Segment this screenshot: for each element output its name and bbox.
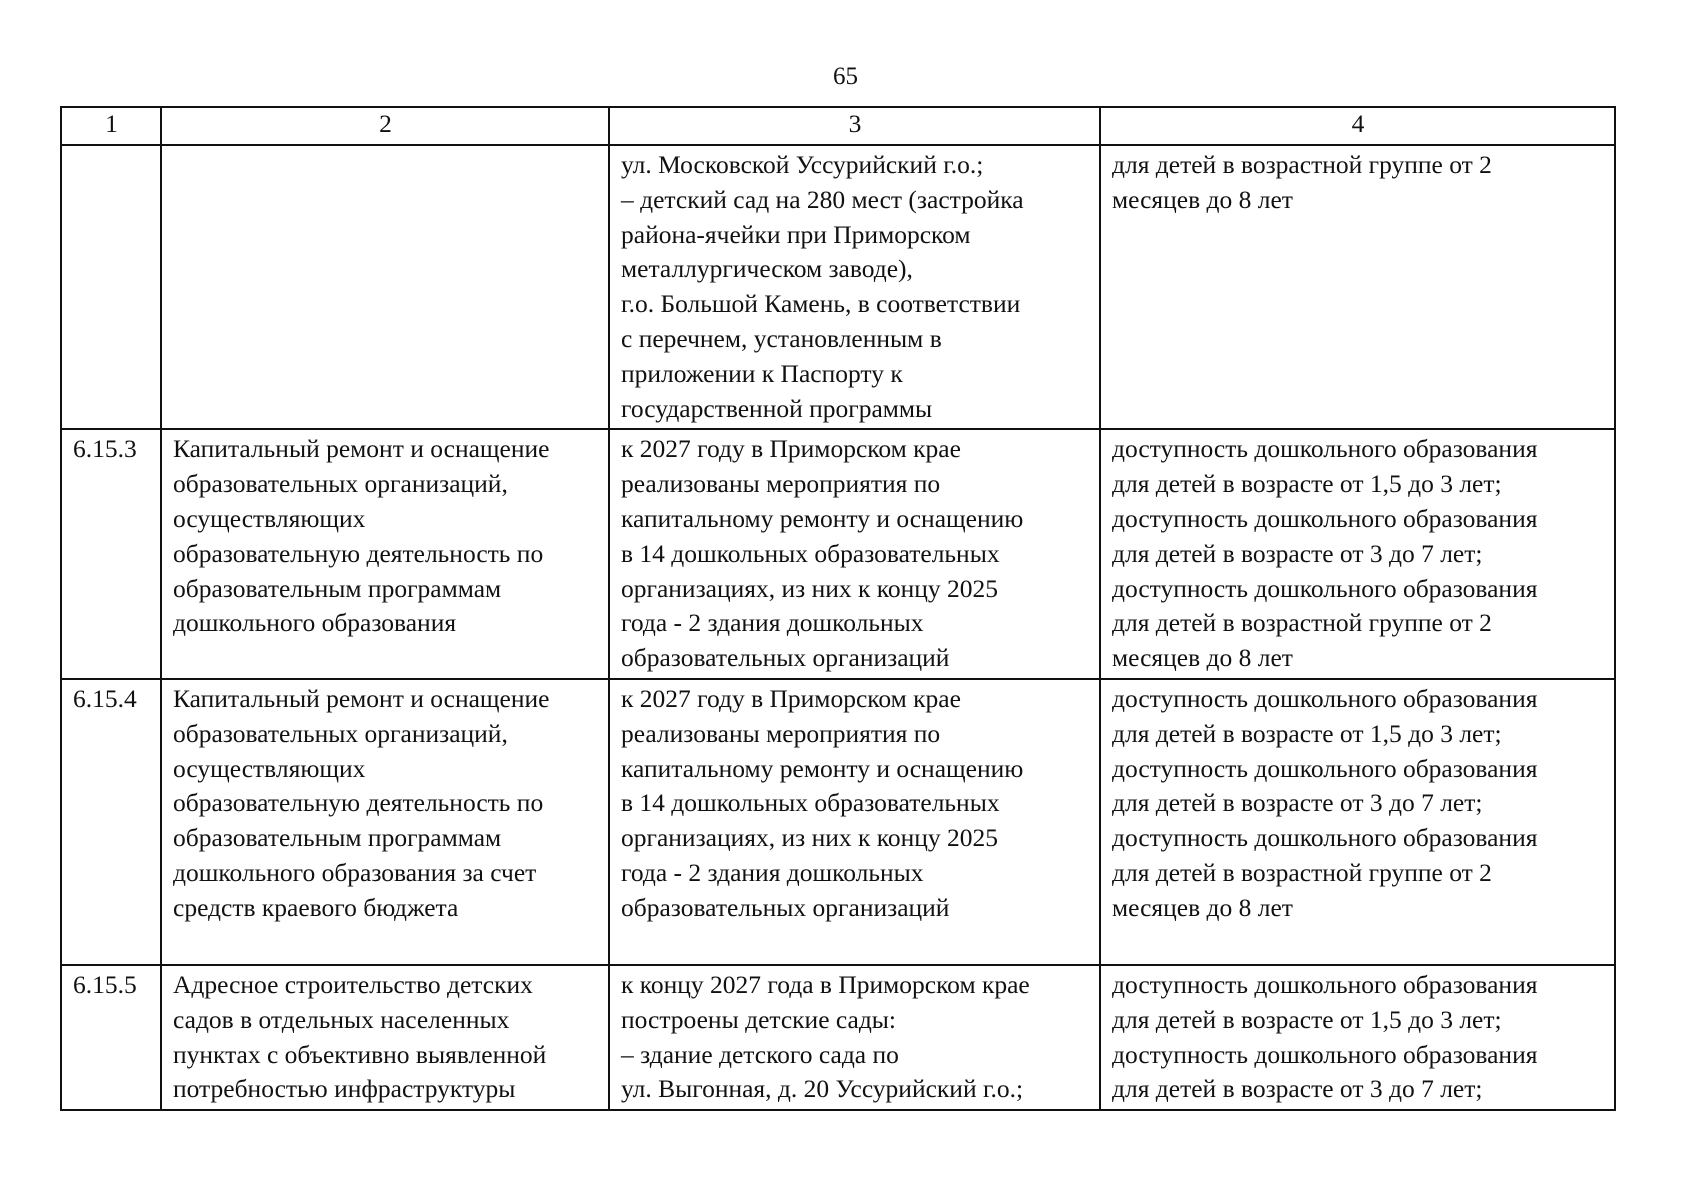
result-description-cell (609, 965, 1100, 1110)
cell-text-line: района-ячейки при Приморском (621, 219, 971, 249)
cell-text-line: доступность дошкольного образования (1112, 823, 1538, 853)
cell-text-line: образовательных организаций (621, 643, 950, 673)
cell-text-line: реализованы мероприятия по (621, 718, 941, 748)
cell-text-line: к 2027 году в Приморском крае (621, 434, 961, 464)
cell-text-line: доступность дошкольного образования (1112, 969, 1538, 999)
measures-table (60, 106, 1616, 1111)
cell-text-line: с перечнем, установленным в (621, 323, 942, 353)
cell-text-line: построены детские сады: (621, 1004, 897, 1034)
cell-text-line: приложении к Паспорту к (621, 358, 903, 388)
cell-text-line: доступность дошкольного образования (1112, 1039, 1538, 1069)
cell-text-line: металлургическом заводе), (621, 254, 913, 284)
cell-text-line: г.о. Большой Камень, в соответствии (621, 289, 1021, 319)
table-row (61, 965, 1615, 1110)
cell-text-line: капитальному ремонту и оснащению (621, 753, 1024, 783)
cell-text-line: доступность дошкольного образования (1112, 683, 1538, 713)
cell-text-line: образовательным программам (173, 823, 502, 853)
cell-text-line: к 2027 году в Приморском крае (621, 683, 961, 713)
result-description-cell (609, 429, 1100, 679)
item-number: 6.15.5 (61, 965, 161, 1110)
cell-text-line: капитальному ремонту и оснащению (621, 503, 1024, 533)
page-number: 65 (833, 63, 858, 90)
cell-text-line: года - 2 здания дошкольных (621, 608, 924, 638)
column-header-4: 4 (1100, 107, 1615, 145)
cell-text-line: для детей в возрастной группе от 2 (1112, 150, 1492, 179)
cell-text-line: доступность дошкольного образования (1112, 503, 1538, 533)
effect-cell (1100, 965, 1615, 1110)
result-description-cell (609, 145, 1100, 429)
effect-cell (1100, 679, 1615, 965)
measure-name-cell (161, 145, 609, 429)
item-number (61, 145, 161, 429)
cell-text-line: в 14 дошкольных образовательных (621, 538, 1000, 568)
table-row (61, 429, 1615, 679)
measure-name-cell (161, 679, 609, 965)
cell-text-line: реализованы мероприятия по (621, 469, 941, 499)
cell-text-line: образовательных организаций, (173, 718, 508, 748)
cell-text-line: осуществляющих (173, 753, 366, 783)
measure-name-cell (161, 429, 609, 679)
cell-text-line: ул. Московской Уссурийский г.о.; (621, 150, 984, 179)
cell-text-line: дошкольного образования (173, 608, 457, 638)
cell-text-line: в 14 дошкольных образовательных (621, 788, 1000, 818)
cell-text-line: – здание детского сада по (621, 1039, 899, 1069)
cell-text-line: Капитальный ремонт и оснащение (173, 434, 550, 464)
table-row (61, 145, 1615, 429)
measure-name-cell (161, 965, 609, 1110)
effect-cell (1100, 145, 1615, 429)
cell-text-line: для детей в возрастной группе от 2 (1112, 608, 1492, 638)
header-row (61, 107, 1615, 145)
cell-text-line: садов в отдельных населенных (173, 1004, 510, 1034)
cell-text-line: для детей в возрасте от 3 до 7 лет; (1112, 538, 1483, 568)
cell-text-line: доступность дошкольного образования (1112, 573, 1538, 603)
cell-text-line: Адресное строительство детских (173, 969, 533, 999)
column-header-1: 1 (61, 107, 161, 145)
table-row (61, 679, 1615, 965)
cell-text-line: средств краевого бюджета (173, 892, 459, 922)
cell-text-line: образовательную деятельность по (173, 788, 544, 818)
cell-text-line: месяцев до 8 лет (1112, 184, 1293, 214)
effect-cell (1100, 429, 1615, 679)
cell-text-line: пунктах с объективно выявленной (173, 1039, 547, 1069)
cell-text-line: ул. Выгонная, д. 20 Уссурийский г.о.; (621, 1074, 1024, 1104)
cell-text-line: месяцев до 8 лет (1112, 643, 1293, 673)
item-number: 6.15.3 (61, 429, 161, 679)
cell-text-line: для детей в возрасте от 3 до 7 лет; (1112, 1074, 1483, 1104)
cell-text-line: для детей в возрасте от 1,5 до 3 лет; (1112, 469, 1502, 499)
column-header-2: 2 (161, 107, 609, 145)
item-number: 6.15.4 (61, 679, 161, 965)
cell-text-line: осуществляющих (173, 503, 366, 533)
cell-text-line: к концу 2027 года в Приморском крае (621, 969, 1030, 999)
cell-text-line: для детей в возрасте от 1,5 до 3 лет; (1112, 1004, 1502, 1034)
cell-text-line: государственной программы (621, 393, 933, 423)
cell-text-line: образовательных организаций, (173, 469, 508, 499)
cell-text-line: дошкольного образования за счет (173, 857, 537, 887)
cell-text-line: Капитальный ремонт и оснащение (173, 683, 550, 713)
cell-text-line: – детский сад на 280 мест (застройка (621, 184, 1024, 214)
cell-text-line: организациях, из них к концу 2025 (621, 823, 999, 853)
cell-text-line: для детей в возрасте от 3 до 7 лет; (1112, 788, 1483, 818)
cell-text-line: для детей в возрасте от 1,5 до 3 лет; (1112, 718, 1502, 748)
result-description-cell (609, 679, 1100, 965)
cell-text-line: месяцев до 8 лет (1112, 892, 1293, 922)
cell-text-line: образовательным программам (173, 573, 502, 603)
cell-text-line: организациях, из них к концу 2025 (621, 573, 999, 603)
cell-text-line: доступность дошкольного образования (1112, 753, 1538, 783)
cell-text-line: для детей в возрастной группе от 2 (1112, 857, 1492, 887)
cell-text-line: потребностью инфраструктуры (173, 1074, 516, 1104)
cell-text-line: доступность дошкольного образования (1112, 434, 1538, 464)
cell-text-line: образовательную деятельность по (173, 538, 544, 568)
cell-text-line: образовательных организаций (621, 892, 950, 922)
column-header-3: 3 (609, 107, 1100, 145)
cell-text-line: года - 2 здания дошкольных (621, 857, 924, 887)
